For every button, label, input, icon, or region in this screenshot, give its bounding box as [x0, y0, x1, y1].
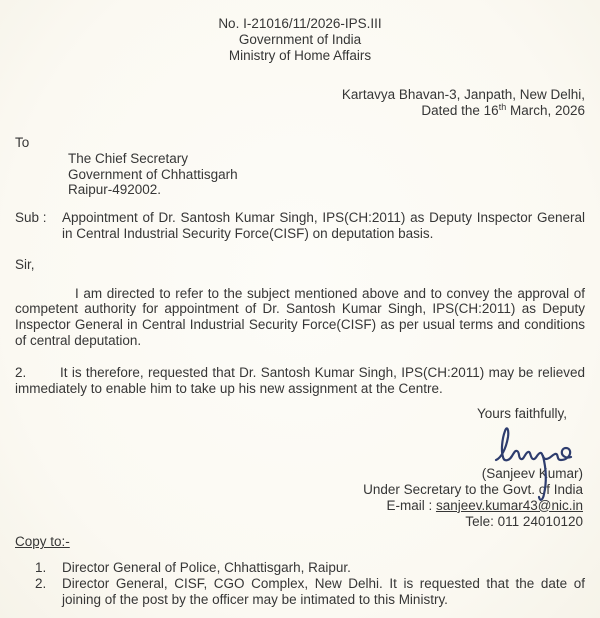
- copy-to-list: [35, 560, 585, 607]
- org-line-government: Government of India: [238, 31, 362, 47]
- letter-header: [15, 16, 585, 63]
- sender-address-block: [15, 87, 585, 119]
- signatory-title: Under Secretary to the Govt. of India: [363, 481, 583, 497]
- reference-number: No. I-21016/11/2026-IPS.III: [218, 16, 382, 31]
- email-line: [15, 498, 583, 514]
- copy-item-number: 1.: [35, 560, 47, 576]
- letter-date: [15, 103, 585, 119]
- subject-text: Appointment of Dr. Santosh Kumar Singh, IPS(CH:2011) as Deputy Inspector General in Central Industrial Security Force(CISF) on deputation basis.: [62, 210, 585, 241]
- salutation: Sir,: [15, 256, 35, 272]
- copy-to-item: [35, 560, 585, 576]
- paragraph-number: 2.: [15, 364, 27, 380]
- date-prefix: Dated the 16: [421, 103, 499, 119]
- date-suffix: March, 2026: [506, 103, 585, 119]
- email-label: E-mail :: [386, 497, 436, 513]
- copy-to-section: [15, 529, 585, 607]
- copy-item-number: 2.: [35, 575, 47, 591]
- paragraph-2-text: It is therefore, requested that Dr. Santosh Kumar Singh, IPS(CH:2011) may be relieved immediately to enable him to take up his new assignment at the Centre.: [15, 364, 585, 396]
- subject-block: [15, 210, 585, 242]
- recipient-lines: [68, 151, 585, 198]
- copy-to-label: Copy to:-: [15, 534, 70, 550]
- org-line-ministry: Ministry of Home Affairs: [228, 47, 372, 63]
- recipient-city: Raipur-492002.: [68, 182, 162, 198]
- body-paragraph-2: [15, 365, 585, 397]
- copy-to-item: [35, 576, 585, 608]
- subject-label: Sub :: [15, 210, 47, 226]
- telephone-line: Tele: 011 24010120: [465, 513, 583, 529]
- to-label: To: [15, 134, 30, 150]
- sender-address: Kartavya Bhavan-3, Janpath, New Delhi,: [341, 87, 585, 103]
- copy-item-text: Director General of Police, Chhattisgarh, Raipur.: [62, 560, 351, 576]
- recipient-block: [15, 135, 585, 198]
- date-ordinal-superscript: th: [498, 102, 507, 113]
- signature-block: [15, 466, 585, 529]
- recipient-org: Government of Chhattisgarh: [68, 166, 238, 182]
- recipient-title: The Chief Secretary: [68, 150, 189, 166]
- closing-phrase: Yours faithfully,: [476, 406, 567, 422]
- email-address: sanjeev.kumar43@nic.in: [435, 497, 583, 513]
- copy-item-text: Director General, CISF, CGO Complex, New Delhi. It is requested that the date of joining of the post by the officer may be intimated to this Ministry.: [62, 575, 585, 607]
- body-paragraph-1: I am directed to refer to the subject mentioned above and to convey the approval of competent authority for appointment of Dr. Santosh Kumar Singh, IPS(CH:2011) as Deputy Inspector General in Central Industrial Security Force(CISF) as per usual terms and conditions of central deputation.: [15, 285, 585, 348]
- signatory-name: (Sanjeev Kumar): [481, 466, 583, 482]
